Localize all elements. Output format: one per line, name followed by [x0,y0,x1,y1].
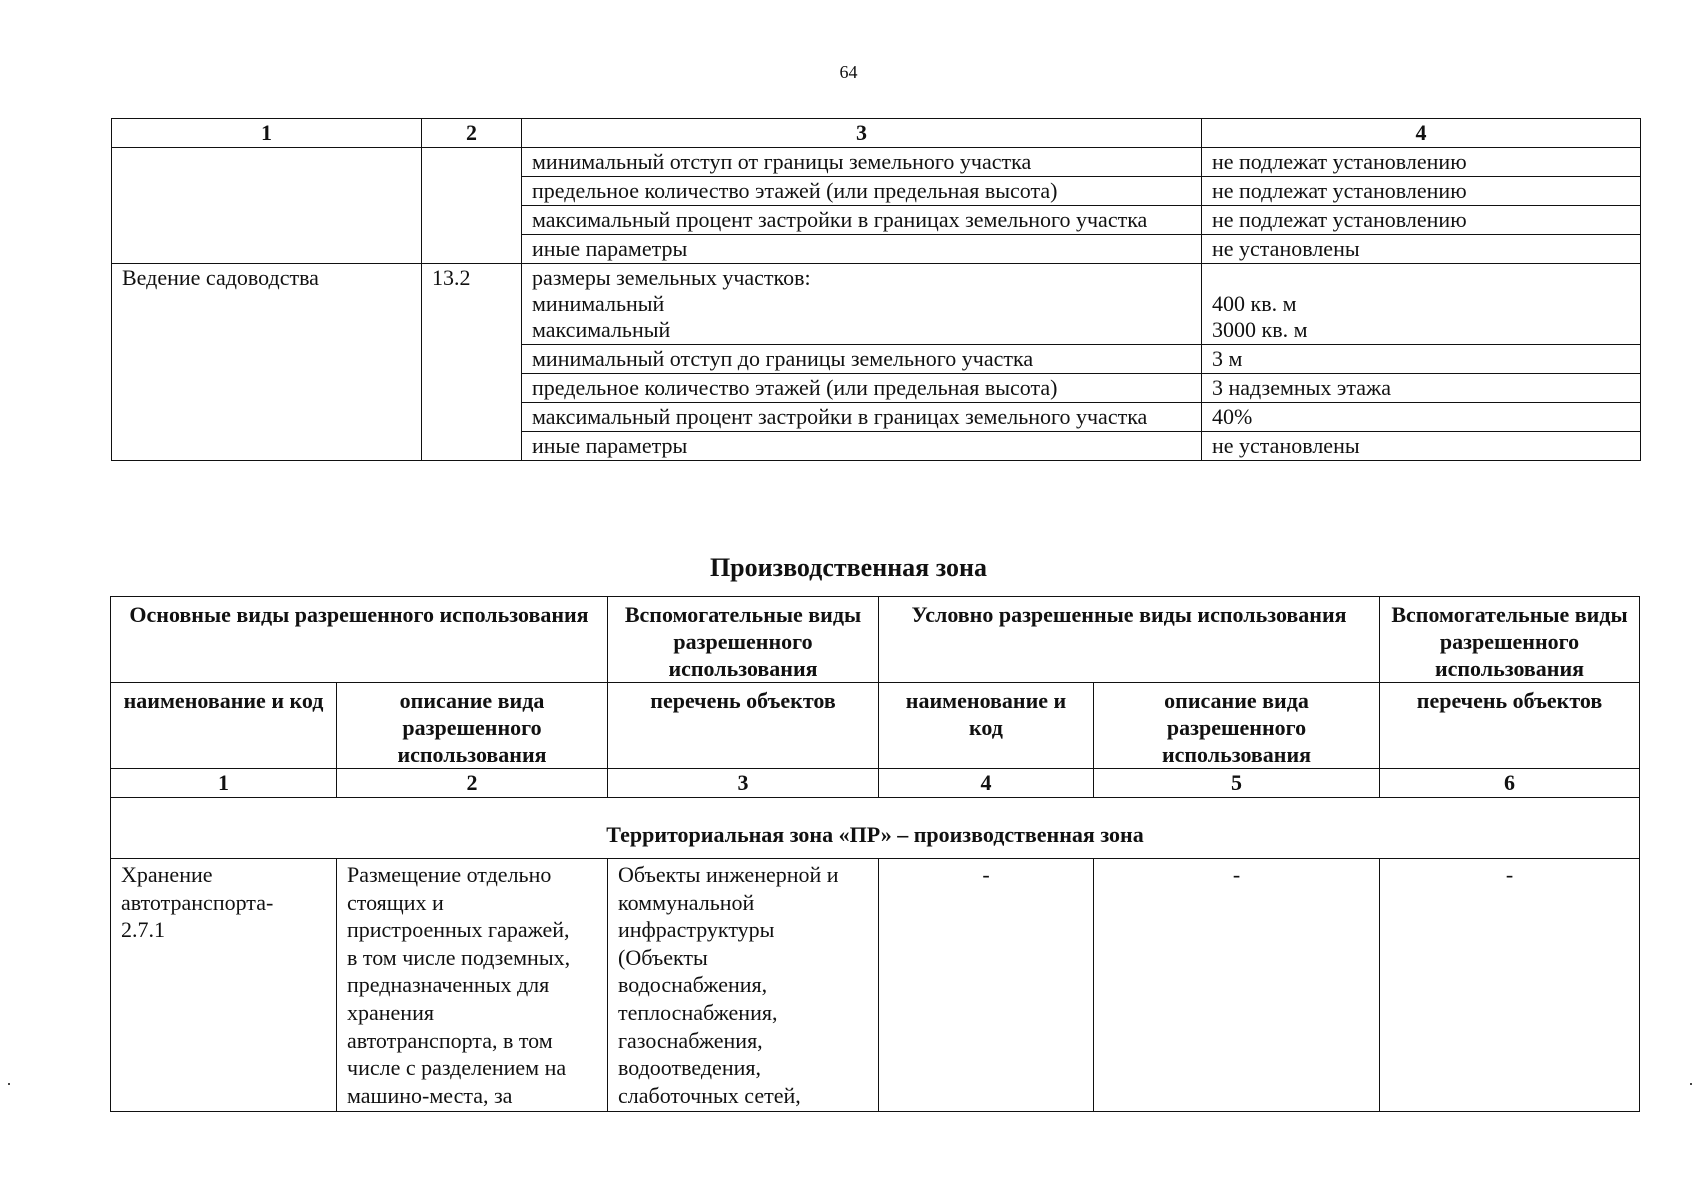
value-cell: 40% [1202,403,1641,432]
use-code-cell: 13.2 [422,264,522,461]
header-aux-uses-2: Вспомогательные виды разрешенного использования [1380,597,1640,683]
zone-row [111,798,1640,859]
text-line: слаботочных сетей, [618,1082,801,1108]
territorial-zone-title: Территориальная зона «ПР» – производственная зона [111,798,1640,859]
param-cell: минимальный отступ от границы земельного участка [522,148,1202,177]
value-line: 400 кв. м [1212,291,1297,316]
text-line: Хранение [121,862,213,887]
value-cell: не подлежат установлению [1202,177,1641,206]
column-number: 2 [422,119,522,148]
value-cell [1202,264,1641,345]
header-aux-uses: Вспомогательные виды разрешенного использования [608,597,879,683]
column-number: 4 [879,769,1094,798]
text-line: автотранспорта, в том [347,1027,553,1053]
header-name-code: наименование и код [111,683,337,769]
section-heading: Производственная зона [709,553,988,582]
text-line: (Объекты [618,944,708,970]
header-conditional-uses: Условно разрешенные виды использования [879,597,1380,683]
param-cell [522,264,1202,345]
objects-list-cell [608,859,879,1112]
param-cell: минимальный отступ до границы земельного участка [522,345,1202,374]
text-line: газоснабжения, [618,1027,763,1053]
text-line: водоотведения, [618,1055,761,1081]
table-row [111,859,1640,1112]
page-number: 64 [839,62,858,82]
text-line: стоящих и [347,889,444,915]
value-cell: 3 надземных этажа [1202,374,1641,403]
use-name-cell: Ведение садоводства [112,264,422,461]
header-objects: перечень объектов [608,683,879,769]
aux-objects-cell: - [1380,859,1640,1112]
param-line: минимальный [532,291,665,316]
header-description: описание вида разрешенного использования [337,683,608,769]
header-objects-2: перечень объектов [1380,683,1640,769]
param-line: размеры земельных участков: [532,265,811,290]
text-line: водоснабжения, [618,972,768,998]
column-number: 3 [608,769,879,798]
column-number: 5 [1094,769,1380,798]
text-line: автотранспорта- [121,889,274,915]
param-cell: предельное количество этажей (или предельная высота) [522,177,1202,206]
value-cell: не установлены [1202,432,1641,461]
scan-speck [1690,1083,1692,1085]
use-name-cell-empty [112,148,422,264]
param-cell: максимальный процент застройки в границах земельного участка [522,206,1202,235]
use-description-cell [337,859,608,1112]
text-line: хранения [347,999,434,1025]
param-line: максимальный [532,317,671,342]
text-line: коммунальной [618,889,755,915]
conditional-description-cell: - [1094,859,1380,1112]
column-number: 1 [111,769,337,798]
group-header-row [111,597,1640,683]
zone-uses-table [110,596,1640,1112]
text-line: инфраструктуры [618,917,775,943]
land-parameters-table [111,118,1641,461]
header-name-code-2: наименование и код [879,683,1094,769]
header-description-2: описание вида разрешенного использования [1094,683,1380,769]
value-line: 3000 кв. м [1212,317,1308,342]
param-cell: предельное количество этажей (или предельная высота) [522,374,1202,403]
column-number: 3 [522,119,1202,148]
column-number: 2 [337,769,608,798]
param-cell: максимальный процент застройки в границах земельного участка [522,403,1202,432]
param-cell: иные параметры [522,235,1202,264]
column-number: 4 [1202,119,1641,148]
text-line: 2.7.1 [121,917,165,943]
column-number: 1 [112,119,422,148]
text-line: предназначенных для [347,972,550,998]
value-cell: не установлены [1202,235,1641,264]
text-line: Объекты инженерной и [618,862,839,887]
text-line: машино-места, за [347,1082,513,1108]
text-line: числе с разделением на [347,1055,567,1081]
param-cell: иные параметры [522,432,1202,461]
conditional-name-cell: - [879,859,1094,1112]
value-cell: 3 м [1202,345,1641,374]
table-header-row [112,119,1641,148]
use-name-code-cell [111,859,337,1112]
scan-speck [8,1083,10,1085]
column-number: 6 [1380,769,1640,798]
sub-header-row [111,683,1640,769]
table-row [112,148,1641,177]
value-cell: не подлежат установлению [1202,206,1641,235]
value-cell: не подлежат установлению [1202,148,1641,177]
text-line: Размещение отдельно [347,862,552,887]
use-code-cell-empty [422,148,522,264]
text-line: в том числе подземных, [347,944,571,970]
column-number-row [111,769,1640,798]
text-line: пристроенных гаражей, [347,917,570,943]
table-row [112,264,1641,345]
text-line: теплоснабжения, [618,999,778,1025]
header-main-uses: Основные виды разрешенного использования [111,597,608,683]
